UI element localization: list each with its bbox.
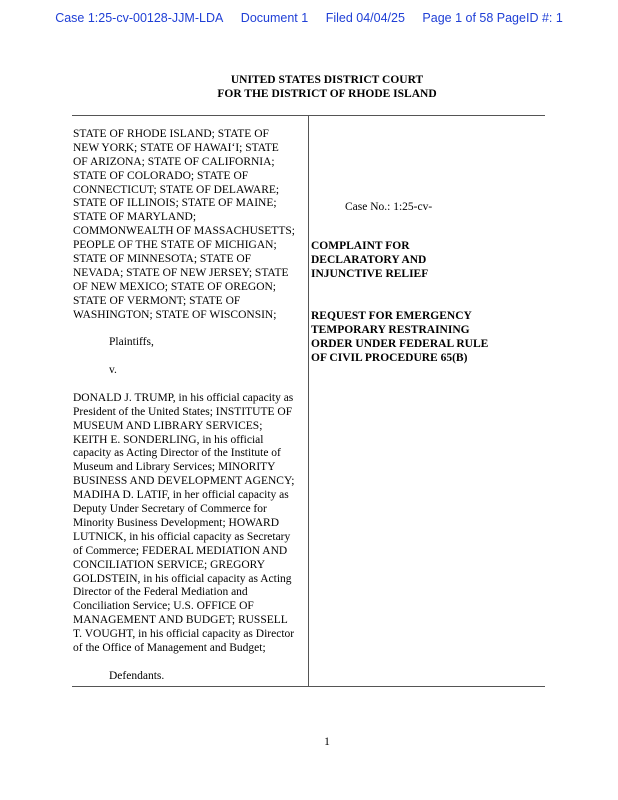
page-number: 1: [324, 736, 330, 748]
versus-label: v.: [109, 364, 117, 377]
plaintiffs-line: STATE OF ILLINOIS; STATE OF MAINE;: [73, 197, 277, 210]
plaintiffs-label: Plaintiffs,: [109, 336, 154, 349]
defendants-line: MUSEUM AND LIBRARY SERVICES;: [73, 419, 263, 432]
case-number: Case No.: 1:25-cv-: [345, 201, 433, 213]
defendants-line: GOLDSTEIN, in his official capacity as Acting: [73, 572, 292, 585]
defendants-line: BUSINESS AND DEVELOPMENT AGENCY;: [73, 475, 295, 488]
defendants-line: LUTNICK, in his official capacity as Secretary: [73, 530, 291, 543]
plaintiffs-line: OF ARIZONA; STATE OF CALIFORNIA;: [73, 155, 275, 168]
defendants-line: Director of the Federal Mediation and: [73, 586, 248, 599]
plaintiffs-line: STATE OF RHODE ISLAND; STATE OF: [73, 128, 269, 140]
defendants-line: MADIHA D. LATIF, in her official capacity as: [73, 489, 289, 502]
defendants-line: DONALD J. TRUMP, in his official capacity as: [73, 391, 294, 404]
defendants-line: CONCILIATION SERVICE; GREGORY: [73, 558, 266, 571]
defendants-line: capacity as Acting Director of the Institute of: [73, 447, 281, 460]
plaintiffs-line: STATE OF MARYLAND;: [73, 211, 197, 224]
ecf-header-stamp: [0, 11, 618, 25]
plaintiffs-line: NEVADA; STATE OF NEW JERSEY; STATE: [73, 266, 289, 279]
tro-request-line: OF CIVIL PROCEDURE 65(B): [311, 351, 468, 364]
defendants-label: Defendants.: [109, 669, 165, 682]
court-title: [0, 73, 618, 101]
plaintiffs-line: STATE OF MINNESOTA; STATE OF: [73, 253, 252, 266]
defendants-line: Conciliation Service; U.S. OFFICE OF: [73, 600, 254, 613]
court-title-line-1: UNITED STATES DISTRICT COURT: [230, 74, 424, 86]
plaintiffs-line: STATE OF COLORADO; STATE OF: [73, 169, 249, 182]
plaintiffs-line: CONNECTICUT; STATE OF DELAWARE;: [73, 183, 280, 196]
defendants-line: of Commerce; FEDERAL MEDIATION AND: [73, 544, 288, 557]
defendants-line: MANAGEMENT AND BUDGET; RUSSELL: [73, 614, 288, 627]
plaintiffs-line: PEOPLE OF THE STATE OF MICHIGAN;: [73, 239, 277, 252]
page-id-stamp: Page 1 of 58 PageID #: 1: [422, 11, 563, 25]
complaint-title: [311, 240, 545, 282]
filed-date-stamp: Filed 04/04/25: [325, 11, 405, 25]
document-number-stamp: Document 1: [240, 11, 309, 25]
defendants-line: KEITH E. SONDERLING, in his official: [73, 433, 264, 446]
tro-request-line: REQUEST FOR EMERGENCY: [311, 310, 472, 322]
complaint-title-line: COMPLAINT FOR: [311, 240, 410, 252]
court-title-line-2: FOR THE DISTRICT OF RHODE ISLAND: [217, 88, 437, 100]
tro-request-title: [311, 310, 545, 366]
caption-bottom-rule: [72, 686, 545, 687]
defendants-line: President of the United States; INSTITUTE OF: [73, 405, 293, 418]
complaint-title-line: DECLARATORY AND: [311, 253, 427, 266]
plaintiffs-line: STATE OF VERMONT; STATE OF: [73, 294, 241, 307]
case-number-stamp: Case 1:25-cv-00128-JJM-LDA: [55, 11, 224, 25]
defendants-line: Deputy Under Secretary of Commerce for: [73, 503, 267, 516]
defendants-line: T. VOUGHT, in his official capacity as Director: [73, 628, 295, 641]
tro-request-line: ORDER UNDER FEDERAL RULE: [311, 337, 489, 350]
complaint-title-line: INJUNCTIVE RELIEF: [311, 267, 429, 280]
plaintiffs-block: [73, 128, 309, 322]
defendants-line: Minority Business Development; HOWARD: [73, 516, 280, 529]
tro-request-line: TEMPORARY RESTRAINING: [311, 323, 470, 336]
caption-parties: [73, 128, 309, 684]
plaintiffs-line: NEW YORK; STATE OF HAWAI‘I; STATE: [73, 141, 279, 154]
defendants-line: Museum and Library Services; MINORITY: [73, 461, 276, 474]
defendants-block: [73, 392, 309, 656]
plaintiffs-line: OF NEW MEXICO; STATE OF OREGON;: [73, 280, 276, 293]
defendants-line: of the Office of Management and Budget;: [73, 641, 266, 654]
plaintiffs-line: COMMONWEALTH OF MASSACHUSETTS;: [73, 225, 295, 238]
plaintiffs-line: WASHINGTON; STATE OF WISCONSIN;: [73, 308, 277, 321]
